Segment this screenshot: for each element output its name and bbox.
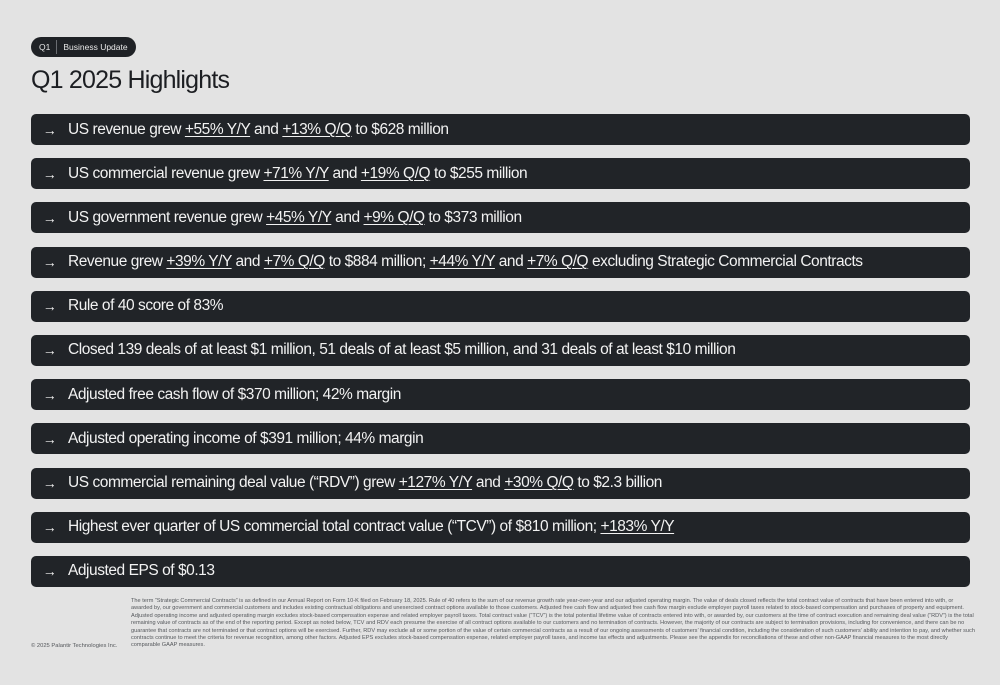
arrow-right-icon: →: [42, 563, 57, 580]
highlight-metric: +19% Q/Q: [360, 164, 431, 182]
highlight-text-segment: Rule of 40 score of 83%: [68, 297, 224, 315]
highlight-row: [31, 247, 970, 278]
highlight-metric: +39% Y/Y: [166, 253, 232, 271]
highlight-text-segment: US commercial revenue grew: [68, 164, 264, 182]
highlight-text-segment: and: [328, 164, 361, 182]
highlight-text-segment: Closed 139 deals of at least $1 million, 51 deals of at least $5 million, and 31 deals of at least $10 million: [68, 341, 736, 359]
highlight-row: [31, 556, 970, 587]
highlight-text: [68, 121, 449, 139]
highlight-text: [68, 562, 215, 580]
highlight-metric: +127% Y/Y: [398, 474, 473, 491]
highlight-metric: +7% Q/Q: [527, 253, 589, 271]
highlight-row: [31, 335, 970, 366]
highlight-text-segment: US revenue grew: [68, 120, 185, 138]
highlight-row: [31, 512, 970, 543]
highlight-row: [31, 379, 970, 410]
highlight-row: [31, 114, 970, 145]
highlight-text-segment: excluding Strategic Commercial Contracts: [588, 253, 863, 271]
disclaimer-text: The term “Strategic Commercial Contracts” is as defined in our Annual Report on Form 10-K filed on February 18, 2025. Rule of 40 refers to the sum of our revenue growth rate year-over-year and our adjusted operating margin. The value of deals closed reflects the total contract value of contracts that have been entered into with, or awarded by, our government and commercial customers and includes existing contractual obligations and unexercised contract options available to those customers. Adjusted free cash flow and adjusted free cash flow margin exclude employer payroll taxes related to stock-based compensation and purchases of property and equipment. Adjusted operating income and adjusted operating margin excludes stock-based compensation expense and related employer payroll taxes. Total contract value (“TCV”) is the total potential lifetime value of contracts entered into with, or awarded by, our customers at the time of contract execution and remaining deal value (“RDV”) is the total remaining value of contracts as of the end of the reporting period. Except as noted below, TCV and RDV each presume the exercise of all contract options available to our customers and no termination of contracts. However, the majority of our contracts are subject to termination provisions, including for convenience, and there can be no guarantee that contracts are not terminated or that contract options will be exercised. Further, RDV may exclude all or some portion of the value of certain commercial contracts as a result of our ongoing assessments of customers’ financial condition, including the consideration of such customers’ ability and intention to pay, and whether such contracts continue to meet the criteria for revenue recognition, among other factors. Adjusted EPS excludes stock-based compensation expense, related employer payroll taxes, and income tax effects and adjustments. Please see the appendix for reconciliations of these and other non-GAAP financial measures to the most directly comparable GAAP measures.: [131, 598, 975, 649]
highlight-metric: +7% Q/Q: [263, 253, 325, 271]
highlight-text-segment: to $884 million;: [324, 253, 430, 271]
highlight-row: [31, 202, 970, 233]
highlight-metric: +71% Y/Y: [263, 164, 329, 182]
arrow-right-icon: →: [42, 209, 57, 226]
highlight-text-segment: and: [250, 120, 283, 138]
highlight-text-segment: US commercial remaining deal value (“RDV”) grew: [68, 474, 399, 491]
highlight-text-segment: Adjusted operating income of $391 million; 44% margin: [68, 429, 424, 447]
highlight-text: [68, 474, 662, 492]
arrow-right-icon: →: [42, 342, 57, 359]
highlight-text-segment: Adjusted EPS of $0.13: [68, 562, 215, 580]
highlight-metric: +30% Q/Q: [504, 474, 574, 491]
highlight-text-segment: to $2.3 billion: [573, 474, 662, 491]
arrow-right-icon: →: [42, 430, 57, 447]
highlight-text-segment: Adjusted free cash flow of $370 million; 42% margin: [68, 385, 401, 403]
section-label: Business Update: [63, 42, 128, 52]
highlight-row: [31, 158, 970, 189]
highlight-text-segment: to $628 million: [351, 120, 449, 138]
highlight-text-segment: Highest ever quarter of US commercial total contract value (“TCV”) of $810 million;: [68, 518, 601, 536]
highlight-metric: +183% Y/Y: [600, 518, 675, 536]
highlight-row: [31, 468, 970, 499]
highlight-text: [68, 253, 863, 271]
arrow-right-icon: →: [42, 121, 57, 138]
highlight-metric: +13% Q/Q: [282, 120, 352, 138]
quarter-label: Q1: [39, 40, 57, 54]
highlight-text-segment: Revenue grew: [68, 253, 167, 271]
arrow-right-icon: →: [42, 386, 57, 403]
highlight-text-segment: and: [494, 253, 528, 271]
highlight-text: [68, 430, 423, 448]
highlight-text: [68, 518, 674, 536]
highlight-metric: +44% Y/Y: [429, 253, 495, 271]
highlight-text: [68, 209, 522, 227]
highlight-text-segment: and: [331, 208, 364, 226]
highlight-text-segment: to $373 million: [424, 208, 522, 226]
highlight-row: [31, 291, 970, 322]
page-title: Q1 2025 Highlights: [31, 66, 230, 94]
highlights-list: [31, 114, 970, 600]
arrow-right-icon: →: [42, 475, 57, 491]
highlight-text: [68, 341, 735, 359]
arrow-right-icon: →: [42, 298, 57, 315]
arrow-right-icon: →: [42, 254, 57, 271]
highlight-text: [68, 165, 527, 183]
highlight-metric: +9% Q/Q: [363, 208, 425, 226]
highlight-text: [68, 386, 401, 404]
arrow-right-icon: →: [42, 165, 57, 182]
highlight-text-segment: US government revenue grew: [68, 208, 267, 226]
section-badge: [31, 37, 136, 57]
highlight-text-segment: and: [231, 253, 264, 271]
highlight-metric: +55% Y/Y: [184, 120, 251, 138]
highlight-metric: +45% Y/Y: [266, 208, 332, 226]
highlight-row: [31, 423, 970, 454]
highlight-text-segment: to $255 million: [430, 164, 528, 182]
highlight-text-segment: and: [472, 474, 505, 491]
arrow-right-icon: →: [42, 519, 57, 536]
copyright: © 2025 Palantir Technologies Inc.: [31, 643, 118, 649]
highlight-text: [68, 297, 223, 315]
